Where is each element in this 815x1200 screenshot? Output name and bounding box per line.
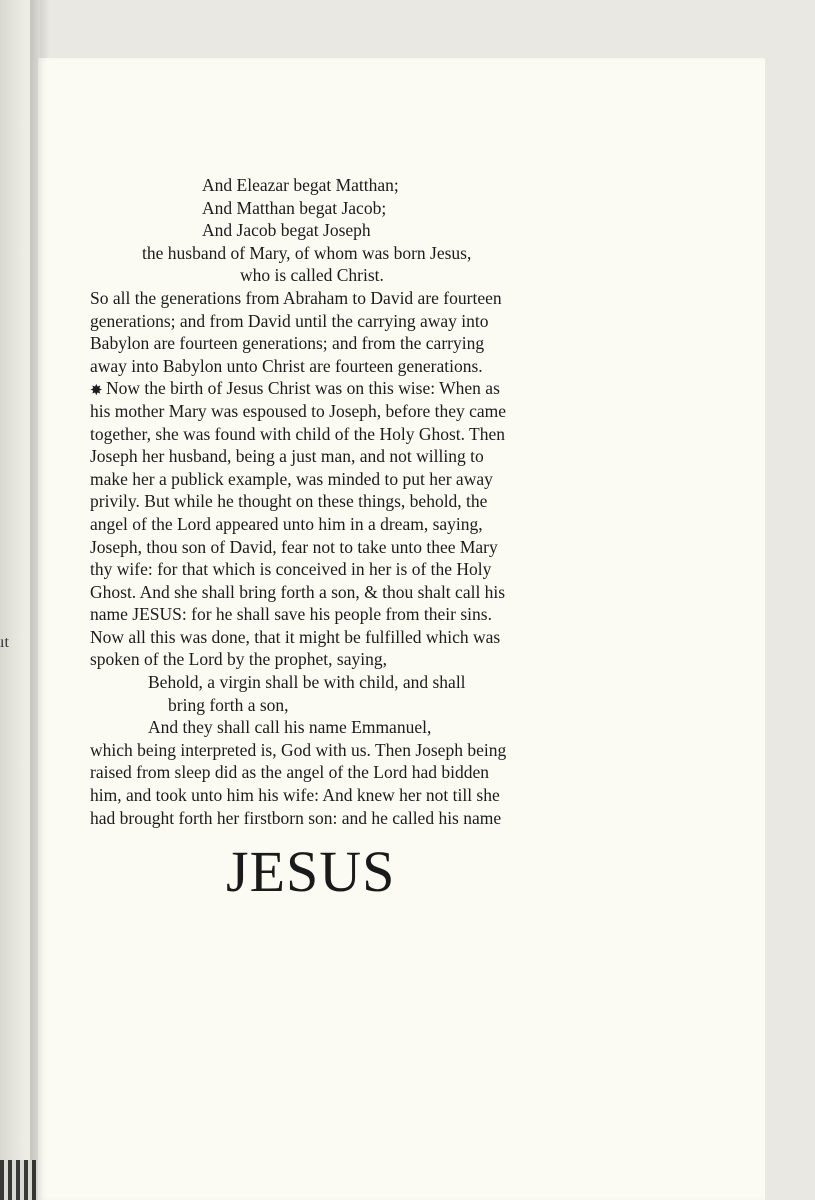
verse-line: had brought forth her firstborn son: and he called his name <box>90 807 502 828</box>
verse-line: bring forth a son, <box>168 694 289 715</box>
verse-line: his mother Mary was espoused to Joseph, before they came <box>90 400 507 421</box>
verse-line: raised from sleep did as the angel of the Lord had bidden <box>90 762 489 783</box>
verse-line: name JESUS: for he shall save his people from their sins. <box>90 604 492 625</box>
verse-line: who is called Christ. <box>240 265 384 286</box>
verse-line: Babylon are fourteen generations; and from the carrying <box>90 333 485 354</box>
verse-line: make her a publick example, was minded to put her away <box>90 468 493 489</box>
verse-line-ornamented <box>90 377 630 400</box>
left-page-text-fragment: ıt <box>0 634 9 651</box>
verse-line: the husband of Mary, of whom was born Jesus, <box>142 242 472 263</box>
verse-line: Behold, a virgin shall be with child, and shall <box>148 672 466 693</box>
verse-line: angel of the Lord appeared unto him in a dream, saying, <box>90 513 483 534</box>
verse-line: So all the generations from Abraham to David are fourteen <box>90 287 502 308</box>
verse-line: generations; and from David until the carrying away into <box>90 310 489 331</box>
verse-line: And they shall call his name Emmanuel, <box>148 717 432 738</box>
verse-line-text: Now the birth of Jesus Christ was on this wise: When as <box>106 378 500 399</box>
verse-line: And Matthan begat Jacob; <box>202 197 387 218</box>
verse-line: thy wife: for that which is conceived in her is of the Holy <box>90 559 492 580</box>
verse-line: And Jacob begat Joseph <box>202 220 371 241</box>
verse-line: Joseph, thou son of David, fear not to take unto thee Mary <box>90 536 498 557</box>
verse-line: together, she was found with child of the Holy Ghost. Then <box>90 423 506 444</box>
verse-line: Joseph her husband, being a just man, and not willing to <box>90 446 484 467</box>
verse-line: which being interpreted is, God with us. Then Joseph being <box>90 739 507 760</box>
verse-line: Ghost. And she shall bring forth a son, & thou shalt call his <box>90 581 506 602</box>
verse-line: him, and took unto him his wife: And knew her not till she <box>90 785 500 806</box>
verse-line: spoken of the Lord by the prophet, saying, <box>90 649 387 670</box>
verse-line: privily. But while he thought on these things, behold, the <box>90 491 488 512</box>
jesus-display-name: JESUS <box>226 839 396 904</box>
book-page <box>38 58 765 1200</box>
verse-line: Now all this was done, that it might be fulfilled which was <box>90 626 501 647</box>
scripture-text <box>90 174 630 829</box>
flower-ornament-icon: ✸ <box>90 383 103 400</box>
verse-line: away into Babylon unto Christ are fourteen generations. <box>90 355 483 376</box>
verse-line: And Eleazar begat Matthan; <box>202 175 399 195</box>
